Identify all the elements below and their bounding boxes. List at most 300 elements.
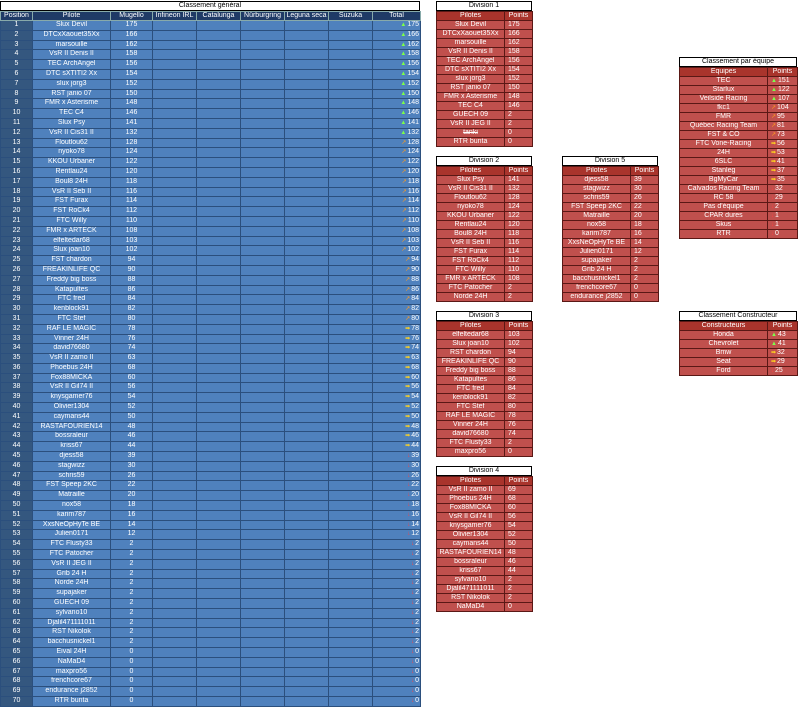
empty-race-cell (153, 471, 197, 481)
empty-race-cell (153, 442, 197, 452)
total-cell (373, 550, 421, 560)
column-header (111, 12, 153, 21)
empty-race-cell (241, 314, 285, 324)
points-cell (768, 131, 798, 140)
empty-race-cell (241, 599, 285, 609)
driver-cell (33, 442, 111, 452)
table-row (1, 491, 421, 501)
division-2-panel (436, 156, 532, 302)
position-cell-text: 27 (12, 275, 21, 283)
driver-cell (33, 305, 111, 315)
points-cell (631, 194, 659, 203)
total-cell (373, 216, 421, 226)
driver-cell-text: FST chardon (51, 256, 92, 264)
name-cell-text: david76680 (452, 430, 489, 437)
div4-header-row (437, 477, 533, 486)
table-row (437, 394, 533, 403)
position-cell-text: 40 (12, 403, 21, 411)
position-cell (1, 265, 33, 275)
empty-race-cell (197, 393, 241, 403)
table-row (563, 266, 659, 275)
name-cell (437, 111, 505, 120)
name-cell (680, 358, 768, 367)
total-cell-text: 90 (411, 265, 419, 273)
empty-race-cell (329, 324, 373, 334)
total-cell (373, 334, 421, 344)
empty-race-cell (153, 550, 197, 560)
trend-sm-icon: ↗ (401, 247, 407, 254)
empty-race-cell (241, 187, 285, 197)
table-row (1, 696, 421, 706)
position-cell (1, 148, 33, 158)
empty-race-cell (285, 491, 329, 501)
mugello-cell-text: 141 (125, 118, 138, 126)
table-row (437, 275, 533, 284)
driver-cell-text: Phoebus 24H (50, 363, 93, 371)
points-cell-text: 104 (777, 104, 789, 111)
points-cell (631, 185, 659, 194)
column-header (563, 167, 631, 176)
empty-race-cell (197, 69, 241, 79)
total-cell (373, 285, 421, 295)
total-cell-text: 102 (407, 246, 419, 254)
table-row (437, 111, 533, 120)
driver-cell (33, 246, 111, 256)
empty-race-cell (153, 30, 197, 40)
name-cell-text: caymans44 (452, 540, 489, 547)
empty-race-cell (241, 501, 285, 511)
points-cell (505, 486, 533, 495)
table-row (1, 677, 421, 687)
mugello-cell (111, 520, 153, 530)
table-row (437, 430, 533, 439)
name-cell-text: Starlux (712, 86, 735, 93)
empty-race-cell (329, 599, 373, 609)
position-cell-text: 23 (12, 236, 21, 244)
total-cell (373, 354, 421, 364)
empty-race-cell (329, 687, 373, 697)
mugello-cell (111, 667, 153, 677)
name-cell-text: fkc1 (717, 104, 730, 111)
total-cell-text: 18 (411, 501, 419, 509)
trend-sm-icon: ↗ (401, 159, 407, 166)
name-cell (437, 558, 505, 567)
table-row (1, 422, 421, 432)
position-cell-text: 44 (12, 442, 21, 450)
name-cell-text: RTR bunta (453, 138, 488, 145)
name-cell-text: Grib 24 H (581, 266, 612, 273)
table-row (1, 403, 421, 413)
driver-cell-text: karim787 (57, 510, 86, 518)
empty-race-cell (241, 638, 285, 648)
position-cell-text: 65 (12, 648, 21, 655)
mugello-cell (111, 246, 153, 256)
driver-cell-text: XxsNeOpHyTe BE (42, 520, 101, 528)
points-cell-text: 166 (508, 30, 520, 37)
points-cell-text: 41 (777, 340, 786, 347)
points-cell (505, 21, 533, 30)
table-row (437, 21, 533, 30)
driver-cell (33, 618, 111, 628)
empty-race-cell (241, 246, 285, 256)
points-cell (505, 93, 533, 102)
empty-race-cell (241, 265, 285, 275)
points-cell-text: 76 (508, 421, 516, 428)
empty-race-cell (197, 305, 241, 315)
driver-cell (33, 589, 111, 599)
points-cell-text: 32 (777, 349, 785, 356)
total-cell (373, 696, 421, 706)
empty-race-cell (329, 354, 373, 364)
points-cell (505, 522, 533, 531)
empty-race-cell (197, 138, 241, 148)
points-cell-text: 53 (777, 149, 785, 156)
table-row (563, 185, 659, 194)
total-cell (373, 432, 421, 442)
empty-race-cell (153, 638, 197, 648)
total-cell (373, 403, 421, 413)
name-cell (437, 275, 505, 284)
total-cell (373, 21, 421, 31)
points-cell (768, 230, 798, 239)
table-row (680, 95, 798, 104)
position-cell (1, 118, 33, 128)
position-cell-text: 26 (12, 265, 21, 273)
points-cell (768, 349, 798, 358)
points-cell (505, 221, 533, 230)
mugello-cell (111, 285, 153, 295)
empty-race-cell (197, 256, 241, 266)
position-cell-text: 14 (12, 148, 21, 156)
column-header-text: Catalunga (202, 12, 235, 19)
empty-race-cell (153, 246, 197, 256)
column-header (768, 322, 798, 331)
empty-race-cell (153, 461, 197, 471)
empty-race-cell (153, 363, 197, 373)
position-cell (1, 167, 33, 177)
mugello-cell-text: 175 (125, 21, 138, 28)
trend-sm-icon: ↗ (401, 188, 407, 195)
points-cell (631, 248, 659, 257)
driver-cell (33, 109, 111, 119)
empty-race-cell (329, 648, 373, 658)
mugello-cell-text: 2 (129, 628, 134, 636)
empty-race-cell (241, 50, 285, 60)
empty-race-cell (285, 442, 329, 452)
column-header (680, 322, 768, 331)
position-cell (1, 432, 33, 442)
empty-race-cell (329, 510, 373, 520)
empty-race-cell (241, 138, 285, 148)
total-cell (373, 305, 421, 315)
driver-cell-text: david76680 (53, 344, 90, 352)
name-cell-text: BgMyCar (708, 176, 739, 183)
empty-race-cell (153, 236, 197, 246)
mugello-cell (111, 158, 153, 168)
position-cell-text: 22 (12, 226, 21, 234)
driver-cell-text: VsR II Cis31 II (49, 128, 94, 136)
mugello-cell-text: 120 (125, 167, 138, 175)
table-row (563, 239, 659, 248)
empty-race-cell (329, 608, 373, 618)
empty-race-cell (285, 530, 329, 540)
empty-race-cell (329, 40, 373, 50)
general-ranking-panel (0, 1, 420, 707)
points-cell (768, 149, 798, 158)
driver-cell-text: marsouille (55, 40, 88, 48)
name-cell (563, 248, 631, 257)
empty-race-cell (241, 530, 285, 540)
table-row (680, 176, 798, 185)
mugello-cell (111, 461, 153, 471)
name-cell (437, 531, 505, 540)
position-cell-text: 53 (12, 530, 21, 538)
column-header (505, 322, 533, 331)
total-cell-text: 0 (415, 687, 419, 695)
empty-race-cell (285, 207, 329, 217)
position-cell (1, 403, 33, 413)
table-row (1, 30, 421, 40)
empty-race-cell (197, 30, 241, 40)
total-cell (373, 471, 421, 481)
empty-race-cell (285, 69, 329, 79)
total-cell (373, 187, 421, 197)
total-cell-text: 20 (411, 491, 419, 499)
empty-race-cell (153, 354, 197, 364)
points-cell (505, 367, 533, 376)
empty-race-cell (285, 128, 329, 138)
points-cell (505, 230, 533, 239)
mugello-cell (111, 334, 153, 344)
teams-header-row (680, 68, 798, 77)
total-cell (373, 295, 421, 305)
position-cell (1, 354, 33, 364)
name-cell-text: maxpro56 (454, 448, 487, 455)
name-cell (437, 93, 505, 102)
table-row (437, 284, 533, 293)
empty-race-cell (329, 265, 373, 275)
empty-race-cell (197, 599, 241, 609)
empty-race-cell (329, 128, 373, 138)
position-cell-text: 41 (12, 412, 21, 420)
name-cell-text: tanki (463, 129, 478, 136)
mugello-cell-text: 0 (129, 677, 134, 685)
table-row (437, 93, 533, 102)
position-cell (1, 393, 33, 403)
name-cell (437, 293, 505, 302)
table-row (437, 504, 533, 513)
column-header (197, 12, 241, 21)
points-cell-text: 154 (508, 66, 520, 73)
empty-race-cell (329, 461, 373, 471)
table-row (680, 104, 798, 113)
name-cell-text: bossraleur (454, 558, 487, 565)
driver-cell-text: Freddy big boss (46, 275, 97, 283)
name-cell-text: Floutlou62 (454, 194, 487, 201)
column-header-text: Pilotes (459, 167, 481, 174)
position-cell (1, 442, 33, 452)
total-cell (373, 89, 421, 99)
driver-cell (33, 452, 111, 462)
points-cell (505, 421, 533, 430)
position-cell (1, 373, 33, 383)
empty-race-cell (241, 696, 285, 706)
name-cell-text: VsR II Cis31 II (448, 185, 493, 192)
total-cell-text: 30 (411, 461, 419, 469)
empty-race-cell (329, 559, 373, 569)
name-cell (563, 212, 631, 221)
table-row (437, 203, 533, 212)
mugello-cell (111, 69, 153, 79)
name-cell-text: Vinner 24H (453, 421, 488, 428)
position-cell-text: 42 (12, 422, 21, 430)
name-cell-text: VsR II Denis II (448, 48, 493, 55)
points-cell (768, 367, 798, 376)
points-cell (505, 138, 533, 147)
points-cell (505, 558, 533, 567)
trend-dn-icon: ↓ (411, 551, 415, 558)
table-row (437, 102, 533, 111)
driver-cell-text: TEC ArchAngel (47, 60, 96, 68)
name-cell (437, 594, 505, 603)
empty-race-cell (153, 314, 197, 324)
empty-race-cell (329, 118, 373, 128)
mugello-cell-text: 132 (125, 128, 138, 136)
position-cell (1, 207, 33, 217)
empty-race-cell (197, 510, 241, 520)
empty-race-cell (329, 667, 373, 677)
empty-race-cell (197, 324, 241, 334)
total-cell (373, 608, 421, 618)
driver-cell (33, 256, 111, 266)
column-header-text: Points (634, 167, 655, 174)
empty-race-cell (197, 79, 241, 89)
total-cell-text: 44 (411, 442, 419, 450)
empty-race-cell (329, 305, 373, 315)
mugello-cell (111, 412, 153, 422)
position-cell-text: 31 (12, 314, 21, 322)
total-cell-text: 108 (407, 226, 419, 234)
mugello-cell (111, 40, 153, 50)
column-header (285, 12, 329, 21)
table-row (1, 236, 421, 246)
points-cell-text: 69 (508, 486, 516, 493)
total-cell-text: 0 (415, 677, 419, 685)
column-header-text: Leguna seca (286, 12, 327, 19)
mugello-cell (111, 687, 153, 697)
name-cell (563, 230, 631, 239)
name-cell-text: TEC (716, 77, 731, 84)
mugello-cell (111, 403, 153, 413)
position-cell (1, 138, 33, 148)
points-cell (631, 176, 659, 185)
points-cell (505, 430, 533, 439)
driver-cell-text: GUECH 09 (53, 599, 89, 607)
mugello-cell-text: 2 (129, 559, 134, 567)
total-cell (373, 128, 421, 138)
empty-race-cell (285, 99, 329, 109)
mugello-cell (111, 559, 153, 569)
table-row (1, 148, 421, 158)
trend-eq-icon: ➡ (771, 150, 777, 156)
points-cell-text: 56 (777, 140, 785, 147)
points-cell-text: 56 (508, 513, 516, 520)
name-cell-text: Pas d'équipe (703, 203, 744, 210)
trend-sm-icon: ↗ (405, 266, 411, 273)
total-cell (373, 99, 421, 109)
division-5-panel (562, 156, 658, 302)
mugello-cell (111, 393, 153, 403)
table-row (1, 187, 421, 197)
empty-race-cell (197, 118, 241, 128)
empty-race-cell (153, 373, 197, 383)
driver-cell-text: TEC C4 (59, 109, 84, 117)
driver-cell-text: RASTAFOURIEN14 (40, 422, 103, 430)
name-cell (437, 439, 505, 448)
total-cell-text: 48 (411, 422, 419, 430)
table-row (437, 239, 533, 248)
empty-race-cell (153, 432, 197, 442)
empty-race-cell (285, 275, 329, 285)
name-cell-text: XxsNeOpHyTe BE (567, 239, 626, 246)
column-header (241, 12, 285, 21)
position-cell (1, 109, 33, 119)
trend-up-icon: ▲ (400, 70, 407, 77)
column-header (1, 12, 33, 21)
driver-cell-text: maxpro56 (55, 667, 88, 675)
empty-race-cell (329, 148, 373, 158)
empty-race-cell (153, 158, 197, 168)
empty-race-cell (285, 569, 329, 579)
empty-race-cell (241, 148, 285, 158)
trend-sm-icon: ↗ (401, 237, 407, 244)
mugello-cell (111, 305, 153, 315)
trend-dn-icon: ↓ (407, 482, 411, 489)
empty-race-cell (241, 226, 285, 236)
empty-race-cell (329, 197, 373, 207)
driver-cell-text: Djalil471111011 (47, 618, 96, 626)
total-cell (373, 344, 421, 354)
empty-race-cell (329, 628, 373, 638)
empty-race-cell (329, 550, 373, 560)
mugello-cell-text: 54 (127, 393, 136, 401)
points-cell (505, 495, 533, 504)
driver-cell (33, 265, 111, 275)
total-cell-text: 60 (411, 373, 419, 381)
name-cell (437, 522, 505, 531)
empty-race-cell (285, 648, 329, 658)
driver-cell (33, 687, 111, 697)
mugello-cell (111, 138, 153, 148)
empty-race-cell (153, 393, 197, 403)
trend-eq-icon: ➡ (405, 433, 411, 440)
total-cell-text: 2 (415, 608, 419, 616)
mugello-cell-text: 0 (129, 696, 134, 704)
position-cell-text: 62 (12, 618, 21, 626)
total-cell-text: 0 (415, 667, 419, 675)
empty-race-cell (197, 363, 241, 373)
empty-race-cell (285, 334, 329, 344)
column-header-text: Points (772, 68, 793, 75)
driver-cell (33, 197, 111, 207)
position-cell (1, 696, 33, 706)
points-cell (505, 75, 533, 84)
points-cell-text: 2 (508, 576, 512, 583)
empty-race-cell (197, 99, 241, 109)
name-cell (437, 176, 505, 185)
points-cell-text: 175 (508, 21, 520, 28)
trend-sm-icon: ↗ (401, 208, 407, 215)
